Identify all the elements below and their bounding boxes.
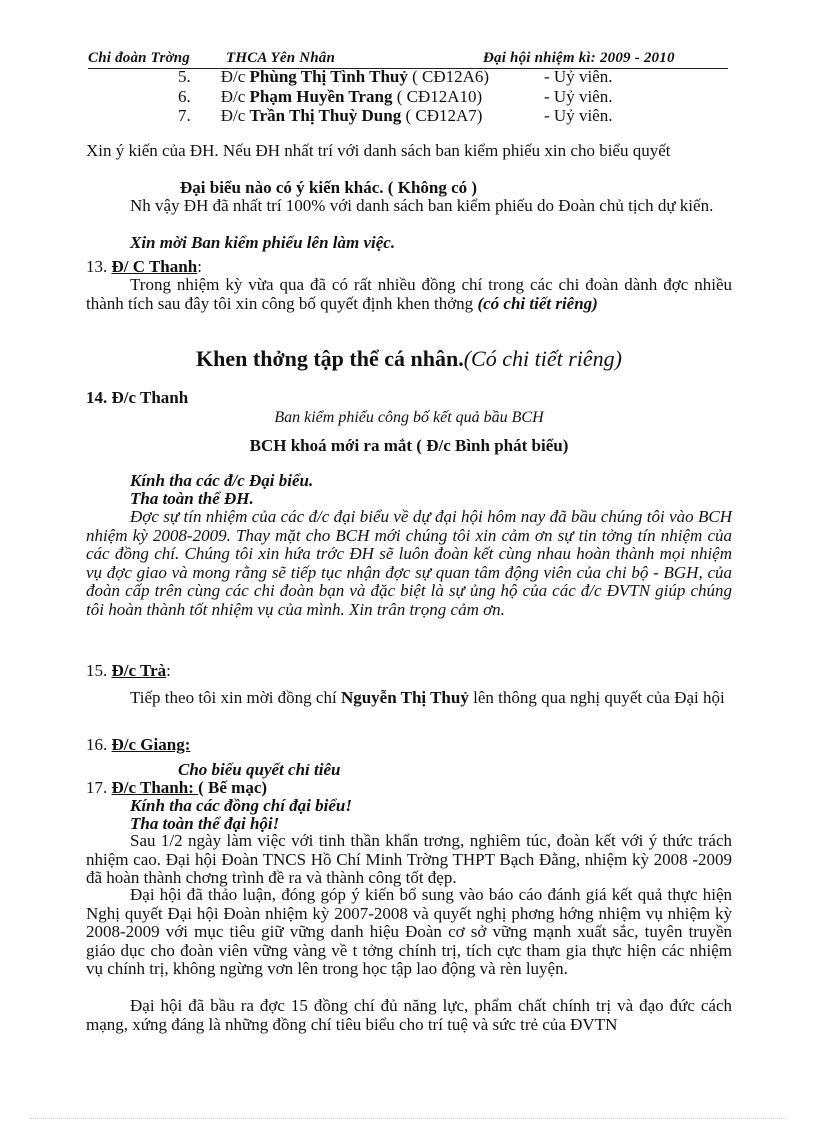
list-item: 5. Đ/c Phùng Thị Tình Thuỷ ( CĐ12A6) (178, 67, 490, 86)
speaker: Đ/c Giang: (111, 735, 191, 754)
greeting: Tha toàn thể đại hội! (130, 814, 280, 833)
section-13: 13. Đ/ C Thanh: (86, 257, 202, 276)
header-middle: THCA Yên Nhân (226, 50, 336, 66)
list-item: 6. Đ/c Phạm Huyền Trang ( CĐ12A10) (178, 87, 483, 106)
speaker: Đ/c Thanh: (111, 778, 199, 797)
greeting: Kính tha các đồng chí đại biểu! (130, 796, 352, 815)
paragraph: Đợc sự tín nhiệm của các đ/c đại biểu về dự đại hội hôm nay đã bầu chúng tôi vào BCH nhiệm kỳ 2008-2009. Thay mặt cho BCH mới chúng tôi xin cảm ơn sự tin tởng tín nhiệm của các đồng chí. Chúng tôi xin hứa trớc ĐH sẽ luôn đoàn kết cùng nhau hoàn thành mọi nhiệm vụ đợc giao và mong rằng sẽ tiếp tục nhận đợc sự quan tâm động viên của chi bộ - BGH, của đoàn cấp trên cùng các chi đoàn bạn và đặc biệt là sự ủng hộ của các đ/c ĐVTN giúp chúng tôi hoàn thành tốt nhiệm vụ của mình. Xin trân trọng cảm ơn. (86, 507, 732, 619)
paragraph: Xin mời Ban kiểm phiếu lên làm việc. (130, 233, 396, 252)
speaker: Đ/c Trà (111, 661, 167, 680)
header-left: Chi đoàn Trờng (88, 50, 190, 66)
member-role: - Uỷ viên. (544, 106, 613, 125)
paragraph: Sau 1/2 ngày làm việc với tinh thần khẩn trơng, nghiêm túc, đoàn kết với ý thức trách nhiệm cao. Đại hội Đoàn TNCS Hồ Chí Minh Trờng THPT Bạch Đằng, nhiệm kỳ 2008 -2009 đã hoàn thành chơng trình đề ra và thành công tốt đẹp. (86, 831, 732, 888)
member-role: - Uỷ viên. (544, 67, 613, 86)
paragraph: Đại hội đã bầu ra đợc 15 đồng chí đủ năng lực, phẩm chất chính trị và đạo đức cách mạng, xứng đáng là những đồng chí tiêu biểu cho trí tuệ và sức trẻ của ĐVTN (86, 996, 732, 1034)
section-15: 15. Đ/c Trà: (86, 661, 171, 680)
header-right: Đại hội nhiệm kì: 2009 - 2010 (483, 50, 675, 66)
paragraph: Trong nhiệm kỳ vừa qua đã có rất nhiều đồng chí trong các chi đoàn dành đợc nhiều thành tích sau đây tôi xin công bố quyết định khen thởng (có chi tiết riêng) (86, 275, 732, 313)
paragraph: Đại hội đã thảo luận, đóng góp ý kiến bổ sung vào báo cáo đánh giá kết quả thực hiện Nghị quyết Đại hội Đoàn nhiệm kỳ 2007-2008 và quyết nghị phơng hớng nhiệm vụ nhiệm kỳ 2008-2009 với mục tiêu giữ vững danh hiệu Đoàn cơ sở vững mạnh xuất sắc, tuyên truyền giáo dục cho đoàn viên vững vàng về t tởng chính trị, tích cực tham gia thực hiện các nhiệm vụ chính trị, không ngừng vơn lên trong học tập lao động và rèn luyện. (86, 885, 732, 979)
member-role: - Uỷ viên. (544, 87, 613, 106)
list-item: 7. Đ/c Trần Thị Thuỳ Dung ( CĐ12A7) (178, 106, 483, 125)
heading: Khen thởng tập thể cá nhân.(Có chi tiết riêng) (196, 346, 622, 371)
paragraph: Đại biểu nào có ý kiến khác. ( Không có ) (180, 178, 478, 197)
greeting: Tha toàn thể ĐH. (130, 489, 254, 508)
paragraph: Nh vậy ĐH đã nhất trí 100% với danh sách ban kiểm phiếu do Đoàn chủ tịch dự kiến. (130, 196, 714, 215)
paragraph: BCH khoá mới ra mắt ( Đ/c Bình phát biểu) (249, 436, 569, 455)
paragraph: Tiếp theo tôi xin mời đồng chí Nguyễn Thị Thuỷ lên thông qua nghị quyết của Đại hội (130, 688, 725, 707)
section-16: 16. Đ/c Giang: (86, 735, 191, 754)
page-edge (30, 1118, 786, 1119)
paragraph: Ban kiểm phiếu công bố kết quả bầu BCH (274, 409, 544, 426)
speaker: Đ/ C Thanh (111, 257, 198, 276)
paragraph: Cho biểu quyết chỉ tiêu (178, 760, 341, 779)
greeting: Kính tha các đ/c Đại biểu. (130, 471, 314, 490)
section-17: 17. Đ/c Thanh: ( Bế mạc) (86, 778, 268, 797)
section-14: 14. Đ/c Thanh (86, 388, 189, 407)
paragraph: Xin ý kiến của ĐH. Nếu ĐH nhất trí với danh sách ban kiểm phiếu xin cho biểu quyết (86, 141, 671, 160)
